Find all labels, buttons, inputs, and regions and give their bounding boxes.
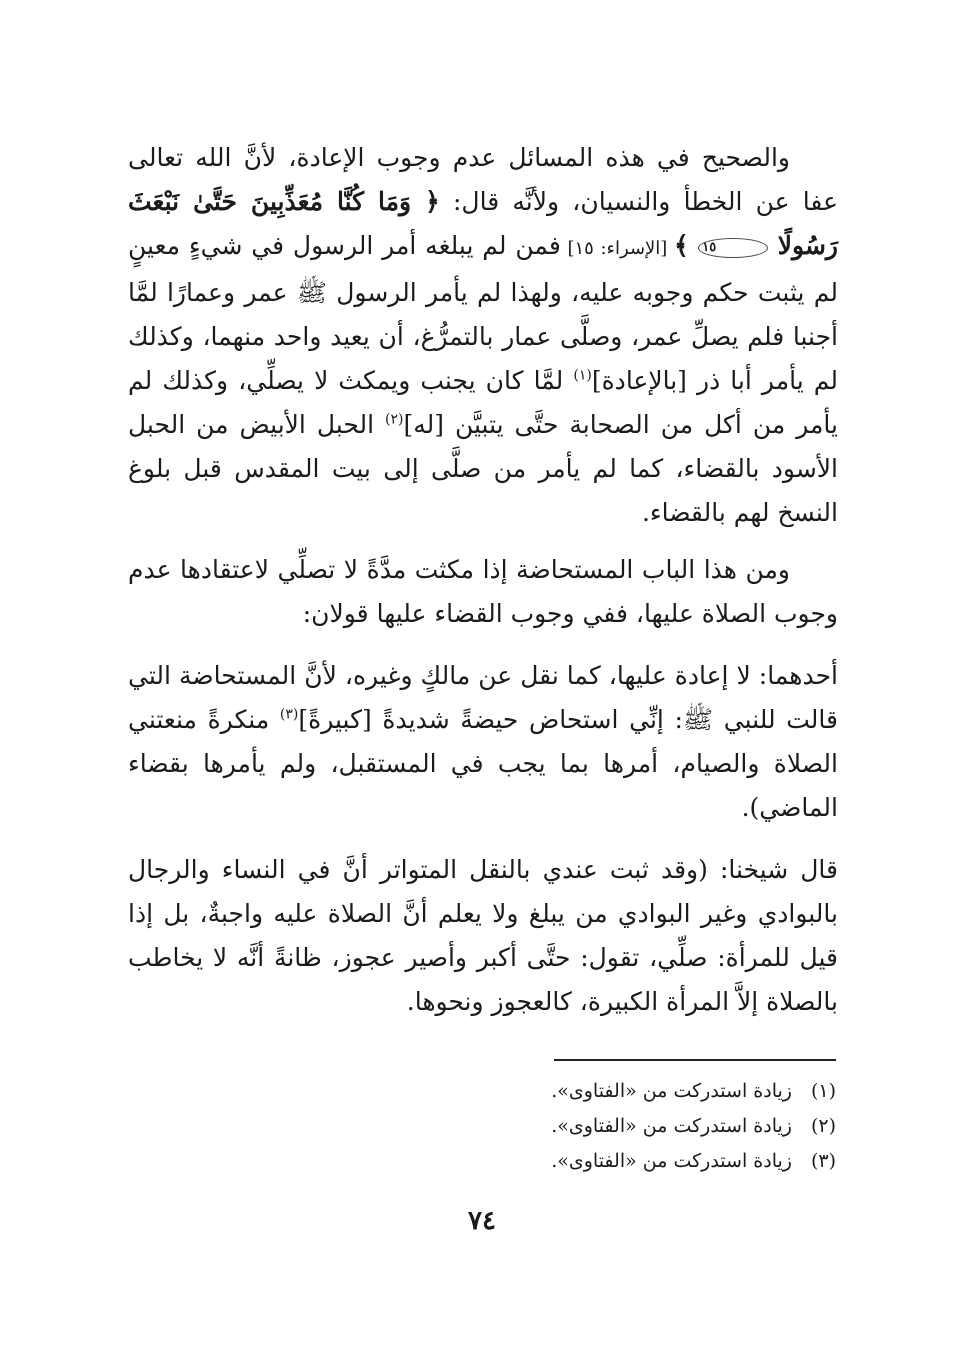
ayah-number-marker: ١٥	[698, 238, 768, 258]
paragraph-1-sentence-2: فمن لم يبلغه أمر الرسول في شيءٍ معينٍ لم يثبت حكم وجوبه عليه، ولهذا لم يأمر الرسول ﷺ عمر وعمارًا لمَّا أجنبا فلم يصلِّ عمر، وصلَّى عمار بالتمرُّغ، أن يعيد واحد منهما، وكذلك لم يأمر أبا ذر [بالإعادة]	[128, 231, 838, 395]
paragraph-1-sentence-1: والصحيح في هذه المسائل عدم وجوب الإعادة، لأنَّ الله تعالى عفا عن الخطأ والنسيان، ولأنَّه قال:	[128, 143, 838, 216]
footnote-2	[460, 1109, 836, 1144]
footnote-1	[460, 1074, 836, 1109]
paragraph-1	[128, 136, 838, 535]
footnote-number: (٢)	[810, 1115, 836, 1137]
paragraph-1-sentence-3: لمَّا كان يجنب ويمكث لا يصلِّي، وكذلك لم يأمر من أكل من الصحابة حتَّى يتبيَّن [له]	[128, 366, 838, 439]
footnotes-section	[460, 1074, 836, 1179]
paragraph-4: قال شيخنا: (وقد ثبت عندي بالنقل المتواتر أنَّ في النساء والرجال بالبوادي وغير البوادي من يبلغ ولا يعلم أنَّ الصلاة عليه واجبةٌ، بل إذا قيل للمرأة: صلِّي، تقول: حتَّى أكبر وأصير عجوز، ظانةً أنَّه لا يخاطب بالصلاة إلاَّ المرأة الكبيرة، كالعجوز ونحوها.	[128, 855, 838, 1016]
paragraph-3-sentence-2: منكرةً منعتني الصلاة والصيام، أمرها بما يجب في المستقبل، ولم يأمرها بقضاء الماضي).	[128, 705, 838, 822]
footnote-ref-3: (٣)	[279, 706, 299, 723]
footnote-separator	[554, 1059, 836, 1061]
footnote-3	[460, 1144, 836, 1179]
footnote-text: زيادة استدركت من «الفتاوى».	[551, 1115, 792, 1137]
paragraph-3	[128, 654, 838, 830]
page-number: ٧٤	[468, 1206, 496, 1236]
verse-citation: [الإسراء: ١٥]	[560, 238, 674, 259]
quran-verse-text: ﴿ وَمَا كُنَّا مُعَذِّبِينَ حَتَّىٰ نَبْعَثَ رَسُولًا	[128, 187, 838, 260]
footnote-ref-2: (٢)	[385, 411, 404, 428]
footnote-number: (٣)	[810, 1150, 836, 1172]
footnote-number: (١)	[810, 1080, 836, 1102]
paragraph-2: ومن هذا الباب المستحاضة إذا مكثت مدَّةً لا تصلِّي لاعتقادها عدم وجوب الصلاة عليها، ففي وجوب القضاء عليها قولان:	[128, 555, 838, 628]
footnote-text: زيادة استدركت من «الفتاوى».	[551, 1080, 792, 1102]
footnote-ref-1: (١)	[573, 367, 592, 384]
quran-verse-close: ﴾	[673, 231, 699, 260]
paragraph-1-sentence-4: الحبل الأبيض من الحبل الأسود بالقضاء، كما لم يأمر من صلَّى إلى بيت المقدس قبل بلوغ النسخ لهم بالقضاء.	[128, 410, 838, 527]
footnote-text: زيادة استدركت من «الفتاوى».	[551, 1150, 792, 1172]
paragraph-3-sentence-1: أحدهما: لا إعادة عليها، كما نقل عن مالكٍ وغيره، لأنَّ المستحاضة التي قالت للنبي ﷺ: إنِّي استحاض حيضةً شديدةً [كبيرةً]	[128, 661, 838, 734]
